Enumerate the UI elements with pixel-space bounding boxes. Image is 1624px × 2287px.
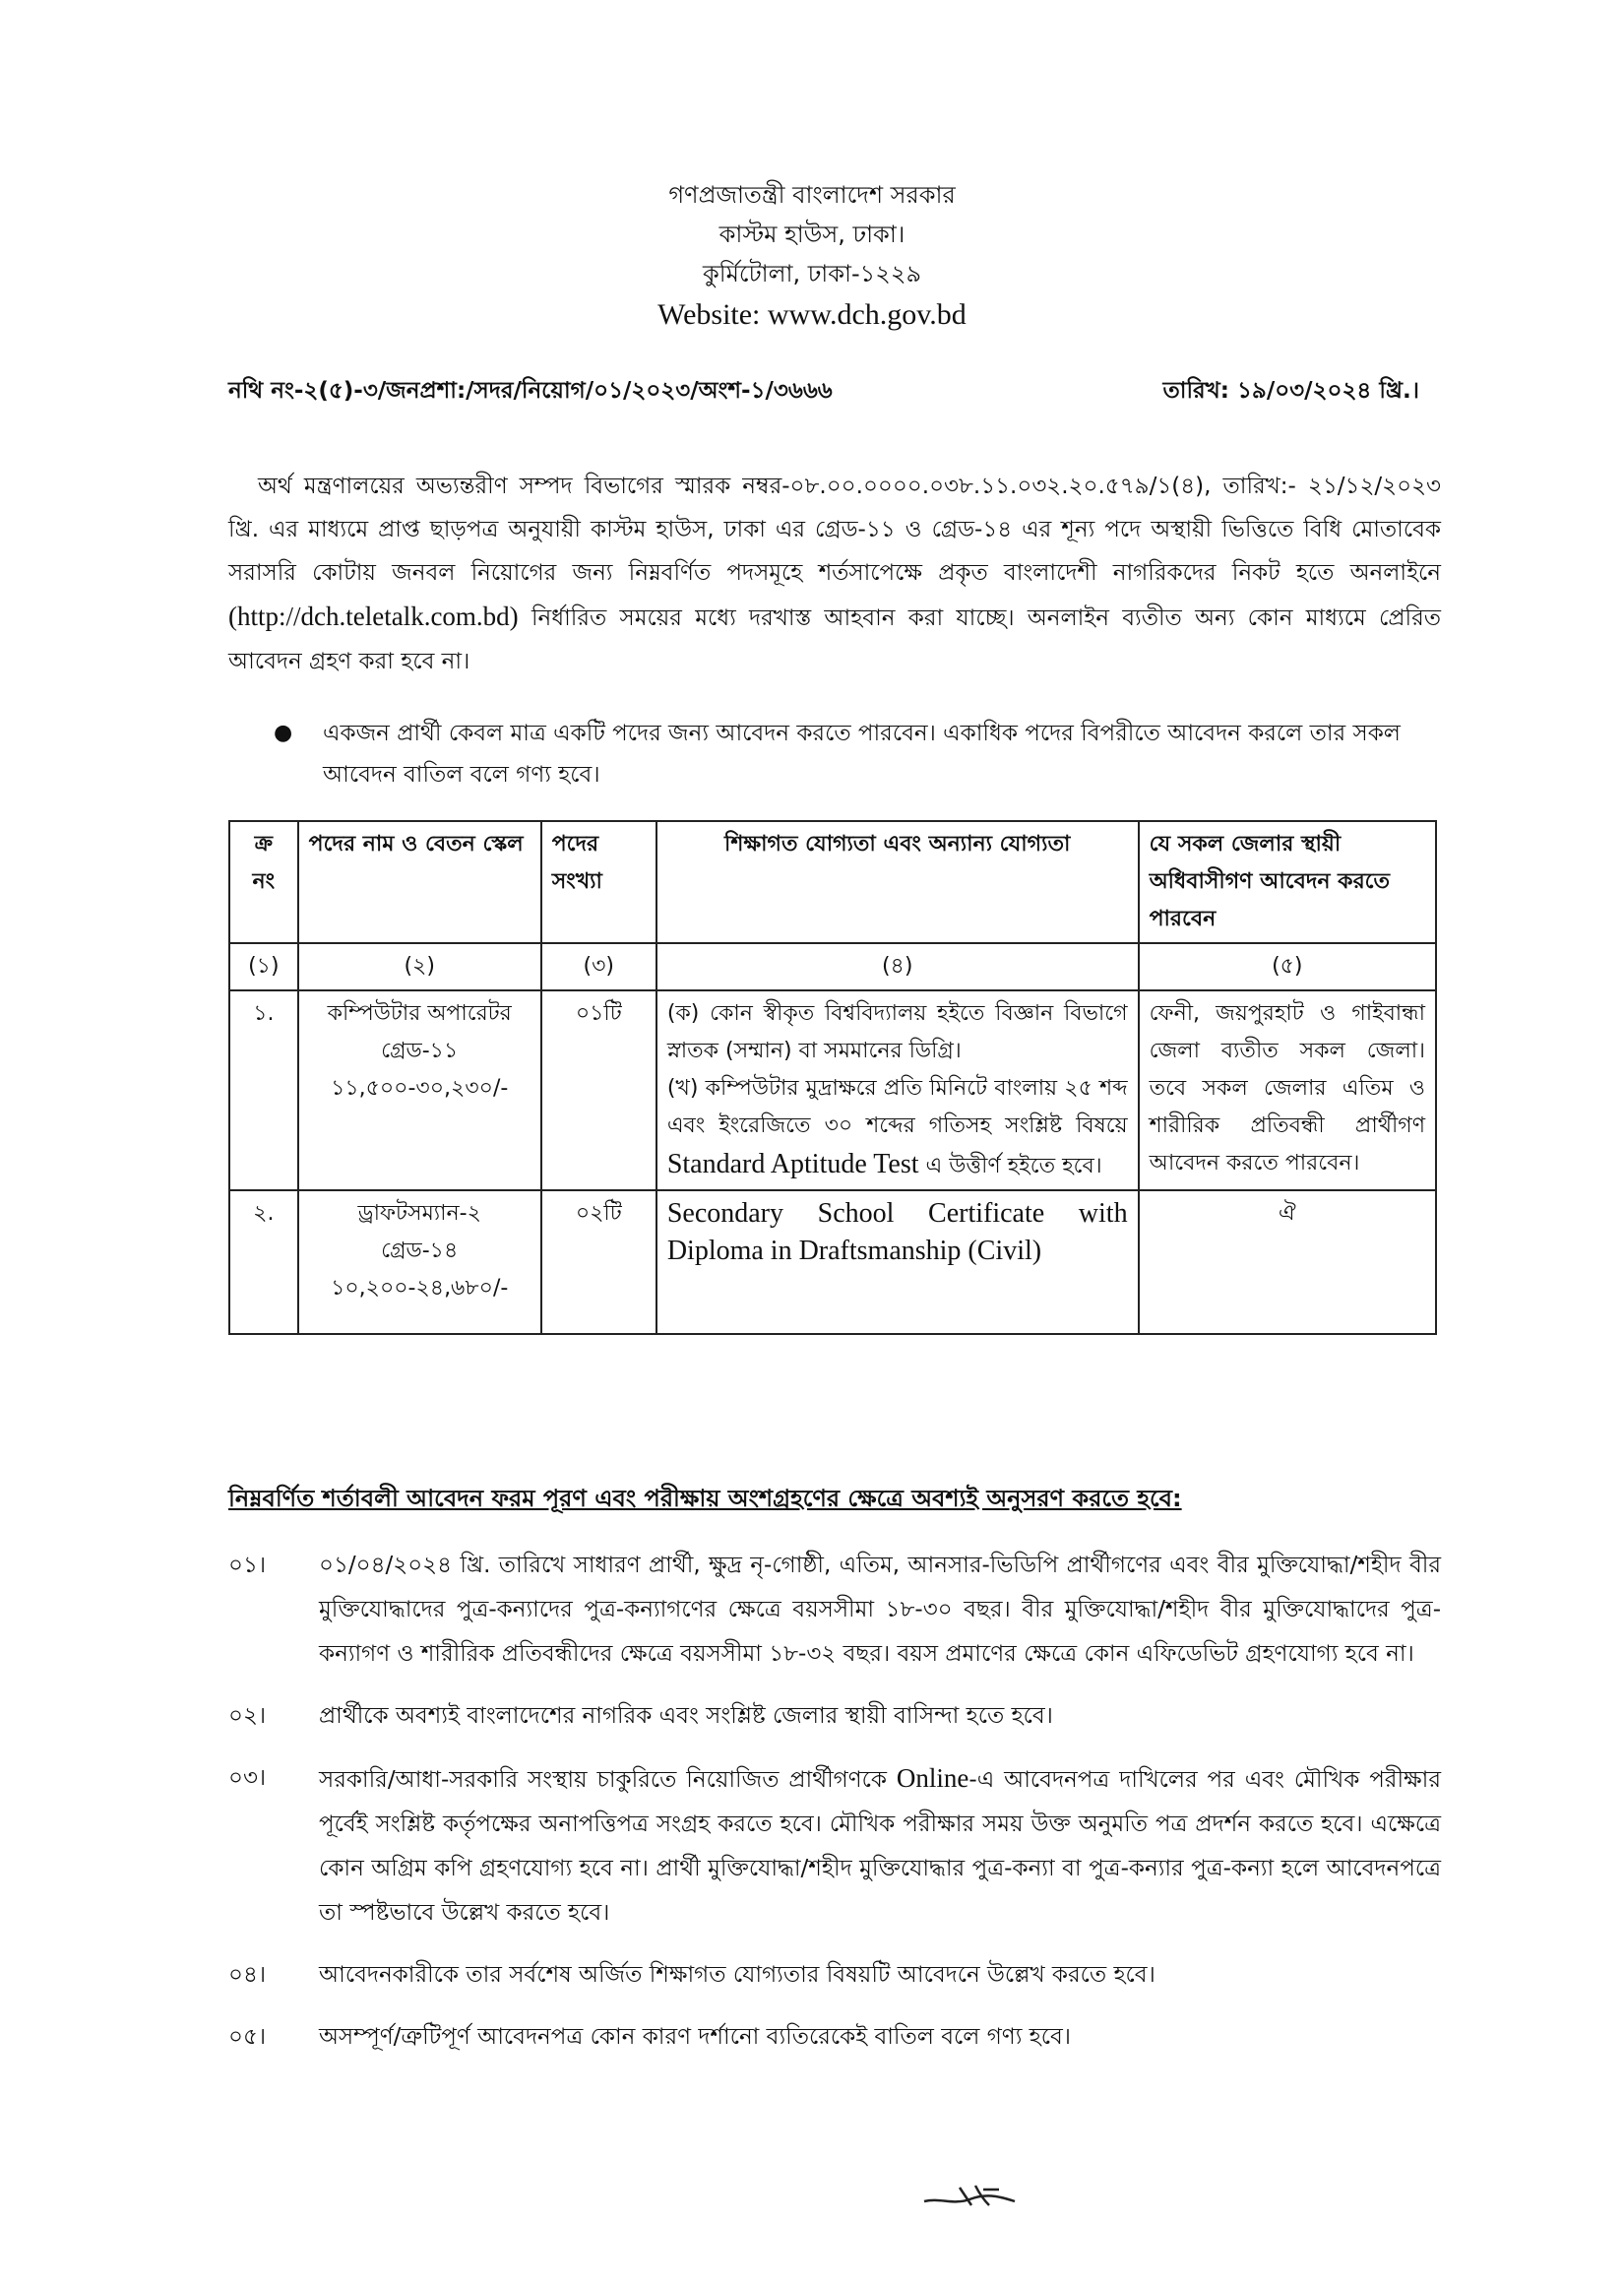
col-number: (৩) [541,943,656,990]
handwritten-signature [920,2176,1019,2215]
col-number: (১) [229,943,298,990]
intro-text-1: অর্থ মন্ত্রণালয়ের অভ্যন্তরীণ সম্পদ বিভাগের স্মারক নম্বর-০৮.০০.০০০০.০৩৮.১১.০৩২.২০.৫৭৯/১(৪), তারিখ:- ২১/১২/২০২৩ খ্রি. এর মাধ্যমে প্রাপ্ত ছাড়পত্র অনুযায়ী কাস্টম হাউস, ঢাকা এর গ্রেড-১১ ও গ্রেড-১৪ এর শূন্য পদে অস্থায়ী ভিত্তিতে বিধি মোতাবেক সরাসরি কোটায় জনবল নিয়োগের জন্য নিম্নবর্ণিত পদসমূহে শর্তসাপেক্ষে প্রকৃত বাংলাদেশী নাগরিকদের নিকট হতে অনলাইনে [228,474,1441,586]
memo-number: নথি নং-২(৫)-৩/জনপ্রশা:/সদর/নিয়োগ/০১/২০২৩/অংশ-১/৩৬৬৬ [228,378,833,404]
condition-text-eng: Online [896,1763,969,1793]
qualification-b-end: এ উত্তীর্ণ হইতে হবে। [925,1154,1102,1178]
col-number: (২) [298,943,541,990]
condition-number: ০৩। [228,1765,267,1791]
intro-text-2: নির্ধারিত সময়ের মধ্যে দরখাস্ত আহবান করা যাচ্ছে। অনলাইন ব্যতীত অন্য কোন মাধ্যমে প্রেরিত আবেদন গ্রহণ করা হবে না। [228,605,1441,674]
post-scale: ১১,৫০০-৩০,২৩০/- [331,1076,509,1101]
letterhead [0,175,1624,337]
bullet-note [274,713,1441,795]
col-number: (৫) [1139,943,1436,990]
condition-text: অসম্পূর্ণ/ত্রুটিপূর্ণ আবেদনপত্র কোন কারণ দর্শানো ব্যতিরেকেই বাতিল বলে গণ্য হবে। [319,2024,1072,2050]
row-serial: ১. [229,990,298,1190]
row-count: ০১টি [541,990,656,1190]
list-item [228,1694,1441,1739]
column-number-row [229,943,1436,990]
header-serial: ক্র নং [229,821,298,943]
post-name: কম্পিউটার অপারেটর [327,1001,512,1026]
posts-table [228,820,1437,1335]
row-count: ০২টি [541,1190,656,1334]
row-districts: ফেনী, জয়পুরহাট ও গাইবান্ধা জেলা ব্যতীত সকল জেলা। তবে সকল জেলার এতিম ও শারীরিক প্রতিবন্ধী প্রার্থীগণ আবেদন করতে পারবেন। [1139,990,1436,1190]
conditions-list [228,1544,1441,2077]
post-name: ড্রাফটসম্যান-২ [357,1201,481,1226]
list-item [228,1544,1441,1677]
condition-number: ০৪। [228,1962,267,1988]
table-header-row [229,821,1436,943]
header-qualification: শিক্ষাগত যোগ্যতা এবং অন্যান্য যোগ্যতা [656,821,1139,943]
conditions-title: নিম্নবর্ণিত শর্তাবলী আবেদন ফরম পূরণ এবং পরীক্ষায় অংশগ্রহণের ক্ষেত্রে অবশ্যই অনুসরণ করতে হবে: [228,1485,1182,1512]
post-grade: গ্রেড-১৪ [381,1239,459,1263]
condition-number: ০২। [228,1703,267,1729]
row-serial: ২. [229,1190,298,1334]
condition-text: আবেদনকারীকে তার সর্বশেষ অর্জিত শিক্ষাগত যোগ্যতার বিষয়টি আবেদনে উল্লেখ করতে হবে। [319,1962,1156,1988]
condition-number: ০১। [228,1553,267,1578]
row-qualification: Secondary School Certificate with Diploma in Draftsmanship (Civil) [656,1190,1139,1334]
bullet-icon: ● [274,721,293,745]
qualification-b-start: (খ) কম্পিউটার মুদ্রাক্ষরে প্রতি মিনিটে বাংলায় ২৫ শব্দ এবং ইংরেজিতে ৩০ শব্দের গতিসহ সংশ্লিষ্ট বিষয়ে [666,1076,1128,1138]
office-name: কাস্টম হাউস, ঢাকা। [718,221,906,248]
condition-text [319,1756,1441,1936]
govt-name: গণপ্রজাতন্ত্রী বাংলাদেশ সরকার [668,181,956,209]
condition-number: ০৫। [228,2024,267,2050]
reference-row [228,372,1419,411]
application-url: (http://dch.teletalk.com.bd) [228,602,519,631]
header-post-count: পদের সংখ্যা [541,821,656,943]
header-post-name: পদের নাম ও বেতন স্কেল [298,821,541,943]
col-number: (৪) [656,943,1139,990]
post-scale: ১০,২০০-২৪,৬৮০/- [331,1276,509,1301]
row-post [298,1190,541,1334]
list-item [228,2015,1441,2060]
intro-paragraph [228,465,1441,683]
post-grade: গ্রেড-১১ [381,1039,459,1063]
website-line: Website: www.dch.gov.bd [657,298,967,331]
office-address: কুর্মিটোলা, ঢাকা-১২২৯ [702,260,922,287]
memo-date: তারিখ: ১৯/০৩/২০২৪ খ্রি.। [1162,378,1419,404]
condition-text: ০১/০৪/২০২৪ খ্রি. তারিখে সাধারণ প্রার্থী, ক্ষুদ্র নৃ-গোষ্ঠী, এতিম, আনসার-ভিডিপি প্রার্থীগণের এবং বীর মুক্তিযোদ্ধা/শহীদ বীর মুক্তিযোদ্ধাদের পুত্র-কন্যাদের পুত্র-কন্যাগণের ক্ষেত্রে বয়সসীমা ১৮-৩০ বছর। বীর মুক্তিযোদ্ধা/শহীদ বীর মুক্তিযোদ্ধাদের পুত্র-কন্যাগণ ও শারীরিক প্রতিবন্ধীদের ক্ষেত্রে বয়সসীমা ১৮-৩২ বছর। বয়স প্রমাণের ক্ষেত্রে কোন এফিডেভিট গ্রহণযোগ্য হবে না। [319,1553,1441,1667]
condition-text-a: সরকারি/আধা-সরকারি সংস্থায় চাকুরিতে নিয়োজিত প্রার্থীগণকে [319,1767,887,1793]
qualification-a: (ক) কোন স্বীকৃত বিশ্ববিদ্যালয় হইতে বিজ্ঞান বিভাগে স্নাতক (সম্মান) বা সমমানের ডিগ্রি। [666,1001,1128,1063]
table-row [229,1190,1436,1334]
list-item [228,1756,1441,1936]
condition-text: প্রার্থীকে অবশ্যই বাংলাদেশের নাগরিক এবং সংশ্লিষ্ট জেলার স্থায়ী বাসিন্দা হতে হবে। [319,1703,1053,1729]
row-districts: ঐ [1139,1190,1436,1334]
list-item [228,1953,1441,1998]
condition-text-b: -এ আবেদনপত্র দাখিলের পর এবং মৌখিক পরীক্ষার পূর্বেই সংশ্লিষ্ট কর্তৃপক্ষের অনাপত্তিপত্র সংগ্রহ করতে হবে। মৌখিক পরীক্ষার সময় উক্ত অনুমতি পত্র প্রদর্শন করতে হবে। এক্ষেত্রে কোন অগ্রিম কপি গ্রহণযোগ্য হবে না। প্রার্থী মুক্তিযোদ্ধা/শহীদ মুক্তিযোদ্ধার পুত্র-কন্যা বা পুত্র-কন্যার পুত্র-কন্যা হলে আবেদনপত্রে তা স্পষ্টভাবে উল্লেখ করতে হবে। [319,1767,1441,1926]
qualification-b-eng: Standard Aptitude Test [666,1149,919,1179]
header-districts: যে সকল জেলার স্থায়ী অধিবাসীগণ আবেদন করতে পারবেন [1139,821,1436,943]
row-qualification [656,990,1139,1190]
row-post [298,990,541,1190]
bullet-text: একজন প্রার্থী কেবল মাত্র একটি পদের জন্য আবেদন করতে পারবেন। একাধিক পদের বিপরীতে আবেদন করলে তার সকল আবেদন বাতিল বলে গণ্য হবে। [323,721,1401,788]
table-row [229,990,1436,1190]
qualification-b [667,1070,1128,1185]
